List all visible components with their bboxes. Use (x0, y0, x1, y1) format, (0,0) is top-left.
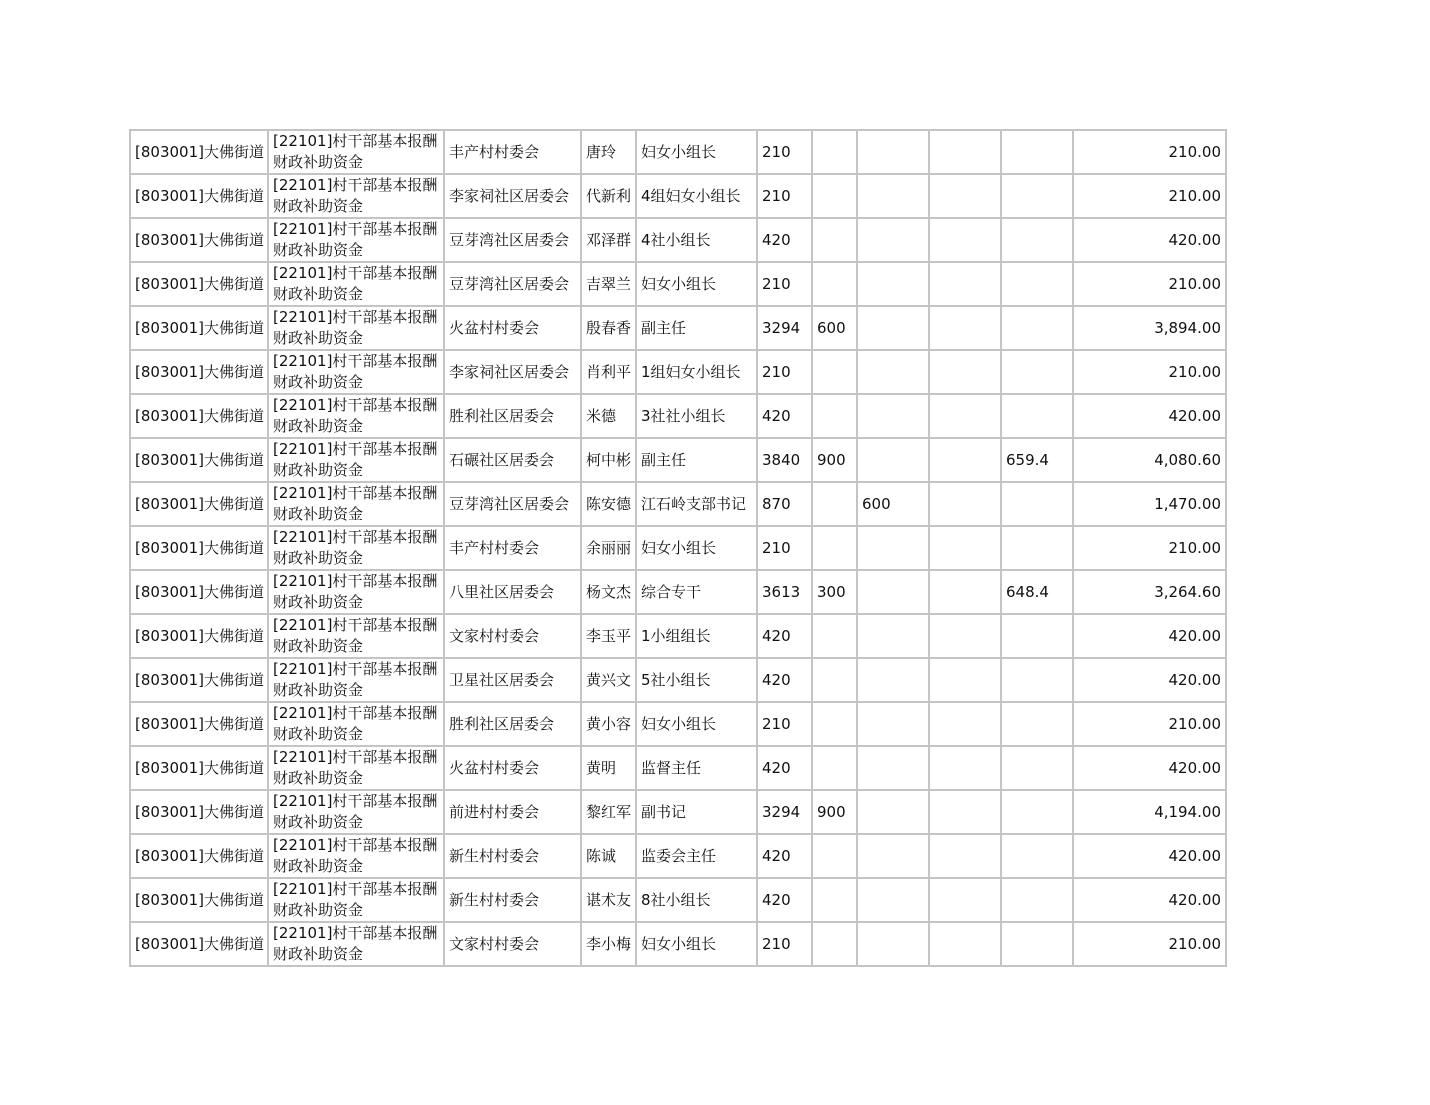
extra-pay-cell (857, 570, 929, 614)
base-pay-cell: 210 (757, 526, 812, 570)
table-row (130, 130, 1226, 174)
name-cell: 陈诚 (581, 834, 636, 878)
deduction-cell (1001, 922, 1073, 966)
extra-pay-cell (857, 526, 929, 570)
name-cell: 李小梅 (581, 922, 636, 966)
table-row (130, 790, 1226, 834)
total-cell: 210.00 (1073, 262, 1226, 306)
other-cell (929, 306, 1001, 350)
base-pay-cell: 3613 (757, 570, 812, 614)
allowance-cell (812, 350, 857, 394)
base-pay-cell: 210 (757, 130, 812, 174)
deduction-cell (1001, 394, 1073, 438)
base-pay-cell: 210 (757, 922, 812, 966)
name-cell: 肖利平 (581, 350, 636, 394)
base-pay-cell: 420 (757, 218, 812, 262)
base-pay-cell: 420 (757, 658, 812, 702)
total-cell: 1,470.00 (1073, 482, 1226, 526)
position-cell: 副书记 (636, 790, 757, 834)
total-cell: 420.00 (1073, 658, 1226, 702)
fund-cell: [22101]村干部基本报酬财政补助资金 (268, 174, 444, 218)
committee-cell: 火盆村村委会 (444, 746, 581, 790)
base-pay-cell: 210 (757, 350, 812, 394)
committee-cell: 文家村村委会 (444, 922, 581, 966)
name-cell: 吉翠兰 (581, 262, 636, 306)
extra-pay-cell (857, 218, 929, 262)
base-pay-cell: 3840 (757, 438, 812, 482)
fund-cell: [22101]村干部基本报酬财政补助资金 (268, 130, 444, 174)
other-cell (929, 350, 1001, 394)
committee-cell: 石碾社区居委会 (444, 438, 581, 482)
table-row (130, 174, 1226, 218)
street-cell: [803001]大佛街道 (130, 834, 268, 878)
street-cell: [803001]大佛街道 (130, 438, 268, 482)
extra-pay-cell (857, 702, 929, 746)
position-cell: 监委会主任 (636, 834, 757, 878)
table-row (130, 922, 1226, 966)
total-cell: 210.00 (1073, 350, 1226, 394)
extra-pay-cell (857, 834, 929, 878)
extra-pay-cell (857, 746, 929, 790)
committee-cell: 豆芽湾社区居委会 (444, 482, 581, 526)
allowance-cell (812, 482, 857, 526)
table-row (130, 526, 1226, 570)
position-cell: 监督主任 (636, 746, 757, 790)
other-cell (929, 218, 1001, 262)
base-pay-cell: 210 (757, 262, 812, 306)
position-cell: 1小组组长 (636, 614, 757, 658)
position-cell: 妇女小组长 (636, 702, 757, 746)
deduction-cell (1001, 790, 1073, 834)
other-cell (929, 614, 1001, 658)
fund-cell: [22101]村干部基本报酬财政补助资金 (268, 746, 444, 790)
deduction-cell (1001, 702, 1073, 746)
committee-cell: 豆芽湾社区居委会 (444, 218, 581, 262)
total-cell: 4,080.60 (1073, 438, 1226, 482)
committee-cell: 豆芽湾社区居委会 (444, 262, 581, 306)
fund-cell: [22101]村干部基本报酬财政补助资金 (268, 878, 444, 922)
deduction-cell (1001, 218, 1073, 262)
committee-cell: 卫星社区居委会 (444, 658, 581, 702)
total-cell: 210.00 (1073, 130, 1226, 174)
extra-pay-cell (857, 350, 929, 394)
extra-pay-cell (857, 922, 929, 966)
table-body (130, 130, 1226, 966)
committee-cell: 文家村村委会 (444, 614, 581, 658)
name-cell: 米德 (581, 394, 636, 438)
street-cell: [803001]大佛街道 (130, 878, 268, 922)
total-cell: 420.00 (1073, 834, 1226, 878)
name-cell: 谌术友 (581, 878, 636, 922)
name-cell: 李玉平 (581, 614, 636, 658)
table-row (130, 350, 1226, 394)
deduction-cell (1001, 482, 1073, 526)
position-cell: 3社社小组长 (636, 394, 757, 438)
base-pay-cell: 420 (757, 394, 812, 438)
street-cell: [803001]大佛街道 (130, 130, 268, 174)
extra-pay-cell: 600 (857, 482, 929, 526)
total-cell: 420.00 (1073, 394, 1226, 438)
fund-cell: [22101]村干部基本报酬财政补助资金 (268, 570, 444, 614)
table-row (130, 570, 1226, 614)
table-row (130, 702, 1226, 746)
street-cell: [803001]大佛街道 (130, 350, 268, 394)
other-cell (929, 174, 1001, 218)
payroll-table (129, 129, 1227, 967)
fund-cell: [22101]村干部基本报酬财政补助资金 (268, 350, 444, 394)
total-cell: 420.00 (1073, 878, 1226, 922)
fund-cell: [22101]村干部基本报酬财政补助资金 (268, 922, 444, 966)
fund-cell: [22101]村干部基本报酬财政补助资金 (268, 614, 444, 658)
name-cell: 黄明 (581, 746, 636, 790)
deduction-cell (1001, 130, 1073, 174)
deduction-cell (1001, 306, 1073, 350)
position-cell: 妇女小组长 (636, 130, 757, 174)
total-cell: 4,194.00 (1073, 790, 1226, 834)
allowance-cell: 300 (812, 570, 857, 614)
name-cell: 柯中彬 (581, 438, 636, 482)
allowance-cell (812, 922, 857, 966)
street-cell: [803001]大佛街道 (130, 482, 268, 526)
fund-cell: [22101]村干部基本报酬财政补助资金 (268, 394, 444, 438)
street-cell: [803001]大佛街道 (130, 746, 268, 790)
allowance-cell (812, 702, 857, 746)
fund-cell: [22101]村干部基本报酬财政补助资金 (268, 306, 444, 350)
committee-cell: 丰产村村委会 (444, 526, 581, 570)
fund-cell: [22101]村干部基本报酬财政补助资金 (268, 702, 444, 746)
allowance-cell (812, 218, 857, 262)
table-row (130, 746, 1226, 790)
table-row (130, 262, 1226, 306)
base-pay-cell: 420 (757, 614, 812, 658)
base-pay-cell: 870 (757, 482, 812, 526)
extra-pay-cell (857, 306, 929, 350)
allowance-cell (812, 394, 857, 438)
name-cell: 殷春香 (581, 306, 636, 350)
extra-pay-cell (857, 658, 929, 702)
base-pay-cell: 3294 (757, 790, 812, 834)
total-cell: 210.00 (1073, 922, 1226, 966)
other-cell (929, 922, 1001, 966)
other-cell (929, 438, 1001, 482)
committee-cell: 李家祠社区居委会 (444, 174, 581, 218)
total-cell: 210.00 (1073, 174, 1226, 218)
total-cell: 420.00 (1073, 218, 1226, 262)
position-cell: 副主任 (636, 438, 757, 482)
fund-cell: [22101]村干部基本报酬财政补助资金 (268, 482, 444, 526)
base-pay-cell: 420 (757, 878, 812, 922)
committee-cell: 八里社区居委会 (444, 570, 581, 614)
street-cell: [803001]大佛街道 (130, 570, 268, 614)
name-cell: 唐玲 (581, 130, 636, 174)
other-cell (929, 658, 1001, 702)
other-cell (929, 262, 1001, 306)
other-cell (929, 130, 1001, 174)
other-cell (929, 878, 1001, 922)
extra-pay-cell (857, 130, 929, 174)
table-row (130, 218, 1226, 262)
allowance-cell (812, 834, 857, 878)
table-row (130, 878, 1226, 922)
extra-pay-cell (857, 614, 929, 658)
committee-cell: 新生村村委会 (444, 834, 581, 878)
total-cell: 210.00 (1073, 702, 1226, 746)
table-row (130, 482, 1226, 526)
total-cell: 3,894.00 (1073, 306, 1226, 350)
street-cell: [803001]大佛街道 (130, 306, 268, 350)
fund-cell: [22101]村干部基本报酬财政补助资金 (268, 438, 444, 482)
committee-cell: 胜利社区居委会 (444, 702, 581, 746)
fund-cell: [22101]村干部基本报酬财政补助资金 (268, 790, 444, 834)
street-cell: [803001]大佛街道 (130, 394, 268, 438)
extra-pay-cell (857, 174, 929, 218)
allowance-cell: 600 (812, 306, 857, 350)
deduction-cell: 659.4 (1001, 438, 1073, 482)
committee-cell: 火盆村村委会 (444, 306, 581, 350)
other-cell (929, 702, 1001, 746)
street-cell: [803001]大佛街道 (130, 262, 268, 306)
name-cell: 余丽丽 (581, 526, 636, 570)
deduction-cell (1001, 658, 1073, 702)
street-cell: [803001]大佛街道 (130, 790, 268, 834)
table-row (130, 834, 1226, 878)
allowance-cell (812, 878, 857, 922)
deduction-cell (1001, 614, 1073, 658)
name-cell: 杨文杰 (581, 570, 636, 614)
position-cell: 4社小组长 (636, 218, 757, 262)
table-row (130, 438, 1226, 482)
deduction-cell: 648.4 (1001, 570, 1073, 614)
name-cell: 黄小容 (581, 702, 636, 746)
table-row (130, 658, 1226, 702)
committee-cell: 李家祠社区居委会 (444, 350, 581, 394)
allowance-cell (812, 526, 857, 570)
name-cell: 陈安德 (581, 482, 636, 526)
base-pay-cell: 420 (757, 746, 812, 790)
other-cell (929, 482, 1001, 526)
name-cell: 黎红军 (581, 790, 636, 834)
street-cell: [803001]大佛街道 (130, 702, 268, 746)
table-row (130, 394, 1226, 438)
other-cell (929, 570, 1001, 614)
fund-cell: [22101]村干部基本报酬财政补助资金 (268, 526, 444, 570)
deduction-cell (1001, 350, 1073, 394)
position-cell: 1组妇女小组长 (636, 350, 757, 394)
extra-pay-cell (857, 262, 929, 306)
allowance-cell (812, 130, 857, 174)
allowance-cell (812, 614, 857, 658)
position-cell: 副主任 (636, 306, 757, 350)
total-cell: 210.00 (1073, 526, 1226, 570)
total-cell: 3,264.60 (1073, 570, 1226, 614)
street-cell: [803001]大佛街道 (130, 174, 268, 218)
deduction-cell (1001, 174, 1073, 218)
base-pay-cell: 210 (757, 174, 812, 218)
position-cell: 4组妇女小组长 (636, 174, 757, 218)
name-cell: 代新利 (581, 174, 636, 218)
deduction-cell (1001, 834, 1073, 878)
total-cell: 420.00 (1073, 746, 1226, 790)
committee-cell: 胜利社区居委会 (444, 394, 581, 438)
street-cell: [803001]大佛街道 (130, 614, 268, 658)
other-cell (929, 526, 1001, 570)
position-cell: 妇女小组长 (636, 922, 757, 966)
deduction-cell (1001, 746, 1073, 790)
position-cell: 江石岭支部书记 (636, 482, 757, 526)
extra-pay-cell (857, 878, 929, 922)
other-cell (929, 834, 1001, 878)
other-cell (929, 746, 1001, 790)
position-cell: 综合专干 (636, 570, 757, 614)
position-cell: 5社小组长 (636, 658, 757, 702)
position-cell: 妇女小组长 (636, 262, 757, 306)
street-cell: [803001]大佛街道 (130, 658, 268, 702)
other-cell (929, 394, 1001, 438)
table-row (130, 614, 1226, 658)
committee-cell: 新生村村委会 (444, 878, 581, 922)
other-cell (929, 790, 1001, 834)
extra-pay-cell (857, 394, 929, 438)
street-cell: [803001]大佛街道 (130, 922, 268, 966)
allowance-cell (812, 174, 857, 218)
allowance-cell (812, 658, 857, 702)
allowance-cell (812, 746, 857, 790)
street-cell: [803001]大佛街道 (130, 218, 268, 262)
committee-cell: 前进村村委会 (444, 790, 581, 834)
base-pay-cell: 420 (757, 834, 812, 878)
committee-cell: 丰产村村委会 (444, 130, 581, 174)
total-cell: 420.00 (1073, 614, 1226, 658)
base-pay-cell: 3294 (757, 306, 812, 350)
fund-cell: [22101]村干部基本报酬财政补助资金 (268, 262, 444, 306)
table-row (130, 306, 1226, 350)
fund-cell: [22101]村干部基本报酬财政补助资金 (268, 834, 444, 878)
allowance-cell (812, 262, 857, 306)
position-cell: 妇女小组长 (636, 526, 757, 570)
deduction-cell (1001, 262, 1073, 306)
name-cell: 邓泽群 (581, 218, 636, 262)
deduction-cell (1001, 878, 1073, 922)
street-cell: [803001]大佛街道 (130, 526, 268, 570)
allowance-cell: 900 (812, 438, 857, 482)
position-cell: 8社小组长 (636, 878, 757, 922)
extra-pay-cell (857, 438, 929, 482)
extra-pay-cell (857, 790, 929, 834)
fund-cell: [22101]村干部基本报酬财政补助资金 (268, 658, 444, 702)
allowance-cell: 900 (812, 790, 857, 834)
base-pay-cell: 210 (757, 702, 812, 746)
name-cell: 黄兴文 (581, 658, 636, 702)
deduction-cell (1001, 526, 1073, 570)
fund-cell: [22101]村干部基本报酬财政补助资金 (268, 218, 444, 262)
